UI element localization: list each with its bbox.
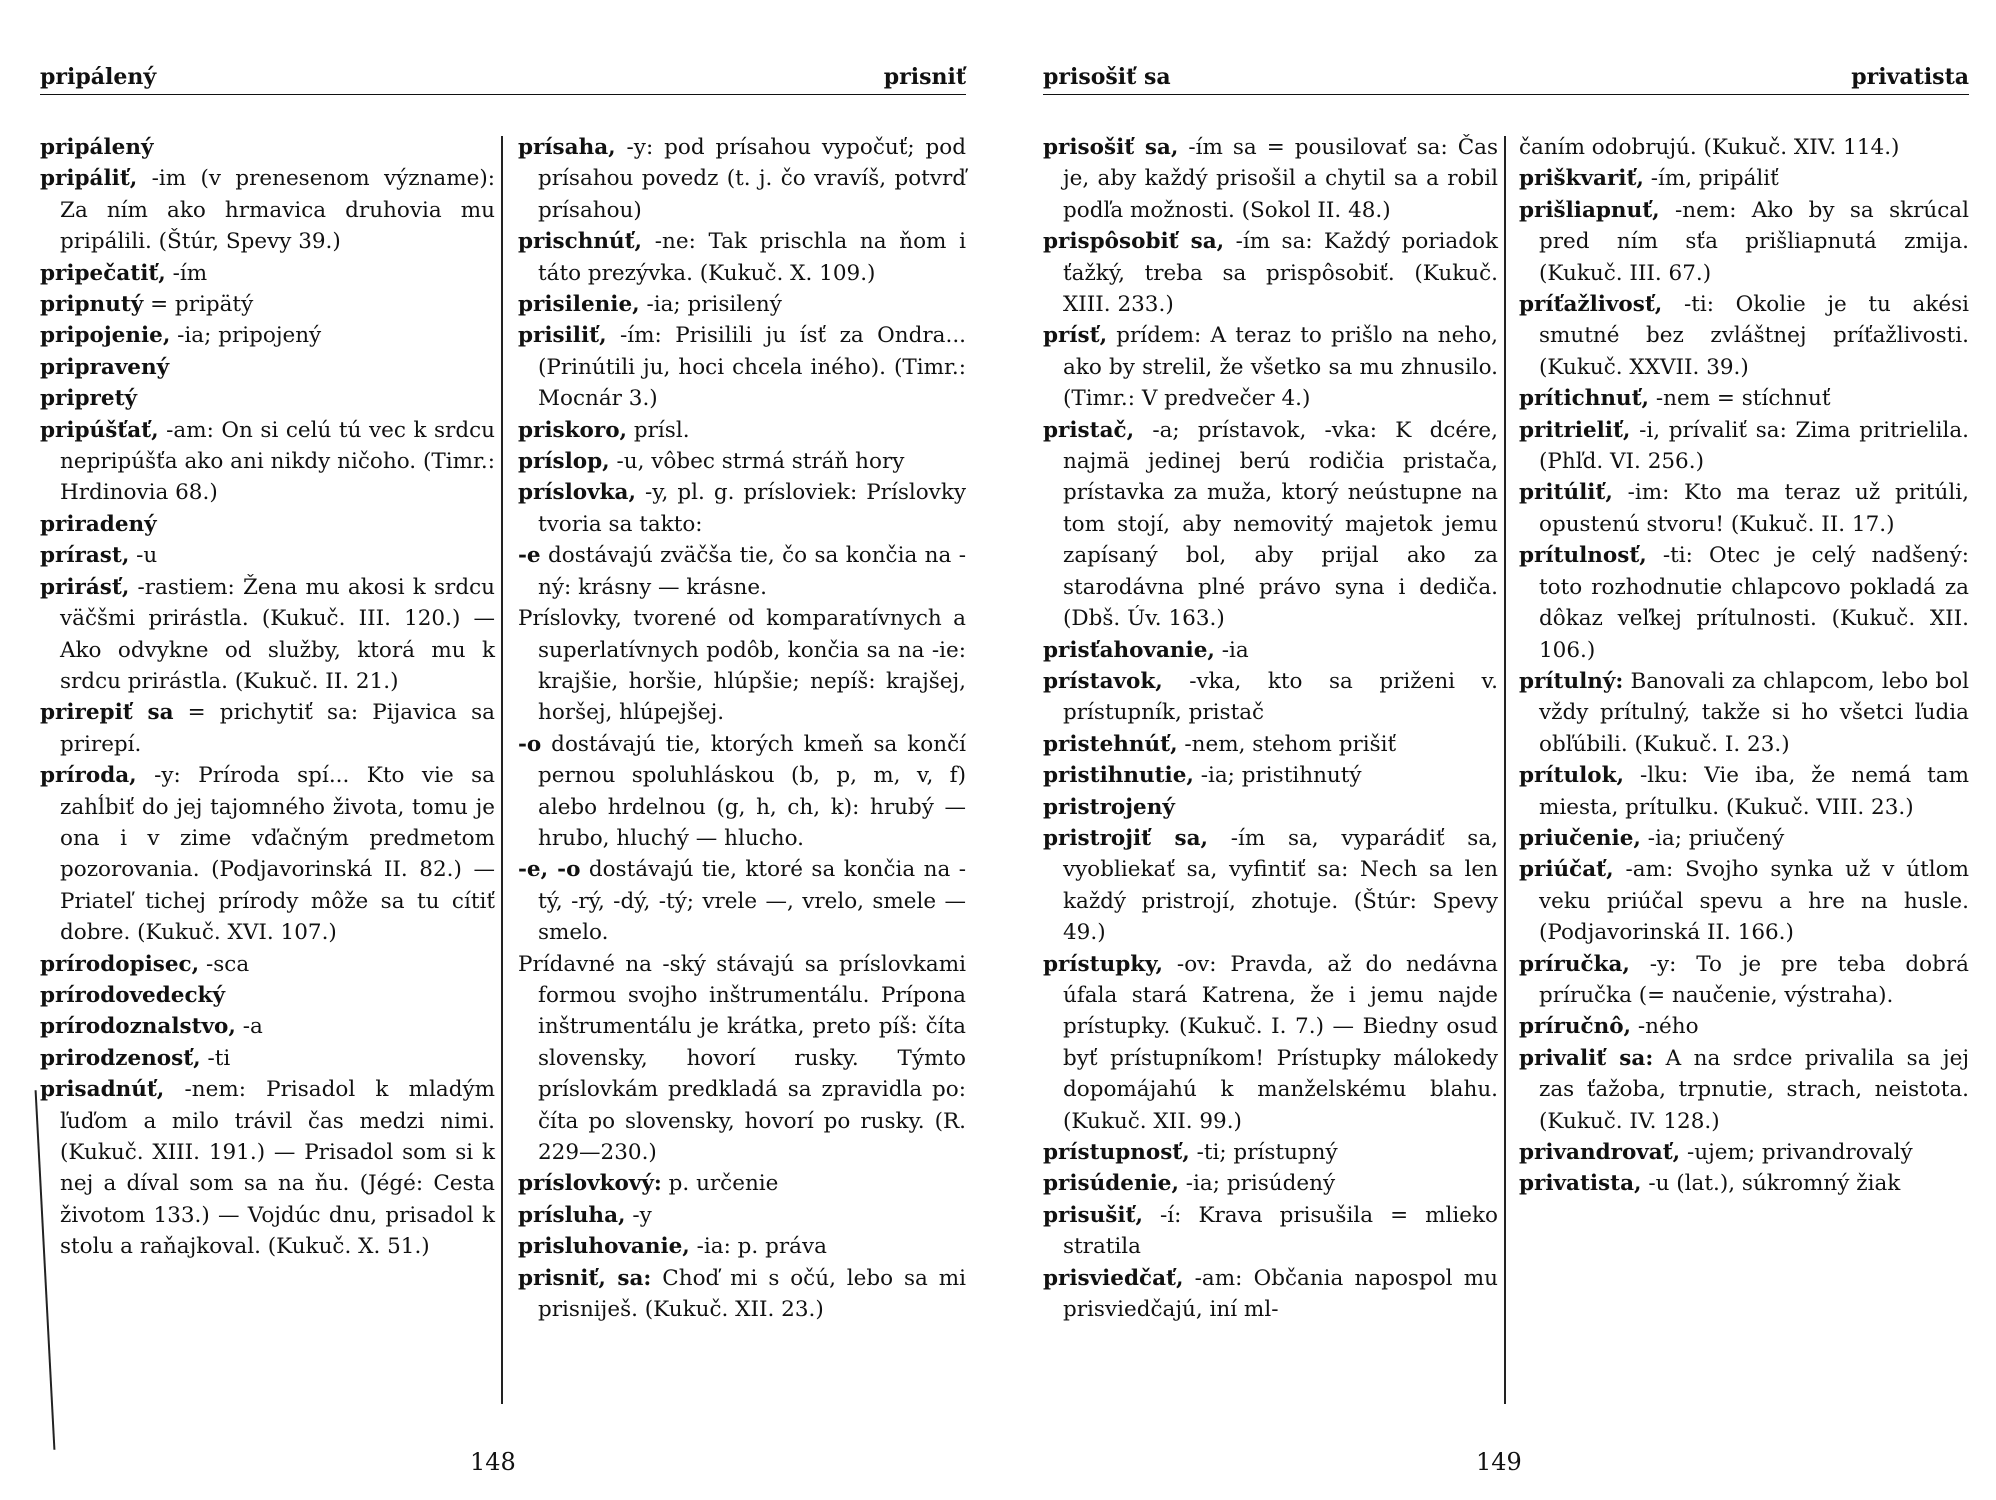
dictionary-entry [1519,195,1969,289]
dictionary-entry [518,132,966,226]
dictionary-entry [518,854,966,948]
entry-definition: -am: Občania napospol mu prisviedčajú, iní ml- [1063,1265,1498,1323]
entry-definition: -ov: Pravda, až do nedávna úfala stará Katrena, že i jemu najde prístupky. (Kukuč. I. 7.) — Biedny osud byť prístupníkom! Prístupky málokedy dopomájahú k manželskému blahu. (Kukuč. XII. 99.) [1063,951,1498,1134]
dictionary-entry [1043,132,1498,226]
entry-headword: prisniť, sa: [518,1265,652,1291]
entry-headword: pripojenie, [40,323,171,349]
column-divider [1504,136,1506,1404]
entry-headword: príslovka, [518,480,636,506]
entry-definition: -ia; pristihnutý [1193,763,1362,789]
entry-definition: -im (v prenesenom význame): Za ním ako hrmavica druhovia mu pripálili. (Štúr, Spevy 39.) [60,166,495,255]
entry-definition: -ti [200,1045,231,1071]
entry-headword: priškvariť, [1519,166,1644,192]
entry-definition: -ia; priučený [1640,825,1785,851]
entry-definition: -sca [199,951,250,977]
dictionary-entry [1043,635,1498,666]
dictionary-entry [40,289,495,320]
dictionary-entry [518,729,966,855]
dictionary-entry [518,1231,966,1262]
dictionary-entry [518,226,966,289]
dictionary-entry [1043,226,1498,320]
dictionary-entry [40,980,495,1011]
entry-headword: priučenie, [1519,825,1641,851]
dictionary-entry [1519,540,1969,666]
entry-headword: pripálený [40,135,154,160]
entry-headword: prirepiť sa [40,700,174,726]
entry-definition: Choď mi s očú, lebo sa mi prisniješ. (Kukuč. XII. 23.) [538,1265,967,1323]
entry-headword: prírodoznalstvo, [40,1014,236,1040]
dictionary-entry [40,320,495,351]
entry-headword: prisiliť, [518,323,607,349]
entry-headword: príťažlivosť, [1519,292,1663,318]
entry-definition: -y [625,1202,652,1228]
entry-definition: prísl. [627,417,690,443]
dictionary-entry [518,1200,966,1231]
dictionary-entry [40,1043,495,1074]
entry-headword: prítulný: [1519,668,1624,694]
entry-definition: -rastiem: Žena mu akosi k srdcu väčšmi prirástla. (Kukuč. III. 120.) — Ako odvykne od služby, ktorá mu k srdcu prirástla. (Kukuč. II. 21.) [60,574,495,694]
entry-definition: A na srdce privalila sa jej zas ťažoba, trpnutie, strach, neistota. (Kukuč. IV. 128.) [1539,1045,1969,1134]
dictionary-entry [40,540,495,571]
dictionary-entry [1519,760,1969,823]
entry-definition: -a [235,1014,263,1040]
entry-definition: -ia; pripojený [170,323,322,349]
entry-definition: -y, pl. g. prísloviek: Príslovky tvoria sa takto: [538,480,966,537]
entry-definition: Prídavné na -ský stávajú sa príslovkami formou svojho inštrumentálu. Prípona inštrumentálu je krátka, preto píš: číta slovensky, hovorí rusky. Týmto príslovkám predkladá sa zpravidla po: číta po slovensky, hovorí po rusky. (R. 229—230.) [518,951,966,1165]
entry-headword: prisilenie, [518,292,640,318]
dictionary-entry [1043,760,1498,791]
dictionary-entry [1043,729,1498,760]
entry-headword: pripúšťať, [40,417,159,443]
entry-headword: prírodopisec, [40,951,200,977]
entry-definition: -ti: Otec je celý nadšený: toto rozhodnutie chlapcovo pokladá za dôkaz veľkej prítulnosti. (Kukuč. XII. 106.) [1539,543,1969,663]
entry-headword: príroda, [40,763,137,789]
entry-headword: pristrojiť sa, [1043,825,1208,851]
dictionary-entry [1043,949,1498,1137]
entry-headword: priradený [40,511,157,537]
dictionary-entry [518,1168,966,1199]
entry-headword: pripečatiť, [40,260,166,286]
entry-headword: pripretý [40,386,137,412]
dictionary-entry [518,320,966,414]
entry-headword: prisúdenie, [1043,1171,1179,1197]
header-last-word: privatista [1851,64,1969,90]
entry-headword: prisluhovanie, [518,1234,690,1260]
running-header [40,62,966,95]
entry-headword: prisušiť, [1043,1202,1143,1228]
entry-headword: privaliť sa: [1519,1045,1654,1071]
entries-column-2 [1519,132,1969,1200]
entry-definition: Príslovky, tvorené od komparatívnych a superlatívnych podôb, končia sa na -ie: krajšie, horšie, hlúpšie; nepíš: krajšej, horšej, hlúpejšej. [518,606,966,726]
dictionary-entry [1043,1168,1498,1199]
dictionary-entry [518,949,966,1169]
entry-headword: prítichnuť, [1519,386,1650,412]
entry-headword: prísaha, [518,135,616,160]
entry-headword: pristrojený [1043,794,1175,820]
entry-definition: -ím sa = pousilovať sa: Čas je, aby každý prisošil a chytil sa a robil podľa možnosti. (Sokol II. 48.) [1063,135,1498,223]
header-first-word: pripálený [40,64,157,90]
dictionary-entry [40,258,495,289]
right-page [998,0,1996,1500]
entry-definition: -u [129,543,158,569]
dictionary-entry [40,1011,495,1042]
column-divider [501,136,503,1404]
entry-headword: priúčať, [1519,857,1614,883]
dictionary-entry [40,415,495,509]
dictionary-entry [518,1263,966,1326]
entry-definition: -lku: Vie iba, že nemá tam miesta, prítulku. (Kukuč. VIII. 23.) [1539,763,1969,820]
entry-definition: -ti; prístupný [1189,1140,1338,1165]
entry-headword: priskoro, [518,417,628,443]
entry-definition: Banovali za chlapcom, lebo bol vždy prítulný, takže si ho všetci ľudia obľúbili. (Kukuč. I. 23.) [1539,668,1969,757]
dictionary-entry [1043,1263,1498,1326]
entry-headword: príslop, [518,449,610,475]
entry-definition: dostávajú tie, ktorých kmeň sa končí pernou spoluhláskou (b, p, m, v, f) alebo hrdelnou (g, h, ch, k): hrubý — hrubo, hluchý — hlucho. [538,731,966,851]
dictionary-entry [1519,163,1969,194]
entry-headword: prítulnosť, [1519,543,1647,569]
entries-column-2 [518,132,966,1325]
entry-definition: -am: Svojho synka už v útlom veku priúčal spevu a hre na husle. (Podjavorinská II. 166.) [1539,857,1969,946]
header-last-word: prisniť [883,64,966,90]
entry-headword: -e [518,543,541,569]
entry-headword: prirásť, [40,574,130,600]
dictionary-entry [518,289,966,320]
entries-column-1 [40,132,495,1263]
dictionary-entry [1519,1137,1969,1168]
entry-definition: -i, prívaliť sa: Zima pritrielila. (Phľd. VI. 256.) [1539,417,1969,475]
entry-definition: p. určenie [661,1171,779,1197]
dictionary-entry [518,603,966,729]
entry-definition: -ujem; privandrovalý [1680,1140,1913,1165]
entry-headword: prischnúť, [518,229,643,255]
dictionary-entry [40,572,495,698]
dictionary-entry [40,760,495,948]
entry-definition: -am: On si celú tú vec k srdcu nepripúšťa ako ani nikdy ničoho. (Timr.: Hrdinovia 68.) [60,417,495,506]
dictionary-entry [1519,289,1969,383]
dictionary-entry [1519,1011,1969,1042]
dictionary-entry [518,446,966,477]
running-header [1043,62,1969,95]
entry-definition: -ím sa, vyparádiť sa, vyobliekať sa, vyfintiť sa: Nech sa len každý pristrojí, zhotuje. (Štúr: Spevy 49.) [1063,825,1498,946]
entry-headword: pritrieliť, [1519,417,1631,443]
entry-headword: prisťahovanie, [1043,637,1215,663]
dictionary-entry [1519,132,1969,163]
dictionary-entry [1519,949,1969,1012]
entry-headword: prírodovedecký [40,982,225,1008]
entry-definition: -y: Príroda spí... Kto vie sa zahĺbiť do jej tajomného života, tomu je ona i v zime vďačným predmetom pozorovania. (Podjavorinská II. 82.) — Priateľ tichej prírody môže sa tu cítiť dobre. (Kukuč. XVI. 107.) [60,763,495,946]
dictionary-entry [40,163,495,257]
dictionary-entry [1519,666,1969,760]
entry-headword: prisošiť sa, [1043,135,1179,160]
entry-definition: = pripätý [143,292,254,318]
dictionary-entry [1519,383,1969,414]
entry-headword: pripnutý [40,292,144,318]
entry-definition: -u, vôbec strmá stráň hory [609,449,905,475]
dictionary-entry [40,949,495,980]
entry-definition: -ím [165,260,208,286]
entry-definition: -y: To je pre teba dobrá príručka (= naučenie, výstraha). [1539,951,1969,1008]
entry-headword: prišliapnuť, [1519,197,1660,223]
page-number: 148 [470,1448,516,1476]
dictionary-entry [518,540,966,603]
entry-definition: -nem: Ako by sa skrúcal pred ním sťa prišliapnutá zmija. (Kukuč. III. 67.) [1539,197,1969,286]
entry-definition: -y: pod prísahou vypočuť; pod prísahou povedz (t. j. čo vravíš, potvrď prísahou) [538,135,966,223]
dictionary-entry [40,132,495,163]
entry-headword: prisviedčať, [1043,1265,1184,1291]
entry-headword: príručka, [1519,951,1630,977]
entry-headword: pristač, [1043,417,1135,443]
entry-headword: prístupky, [1043,951,1164,977]
entry-definition: = prichytiť sa: Pijavica sa prirepí. [60,700,495,757]
dictionary-entry [518,477,966,540]
entry-definition: -u (lat.), súkromný žiak [1641,1171,1901,1197]
dictionary-entry [40,1074,495,1262]
dictionary-entry [1043,415,1498,635]
entry-headword: pristehnúť, [1043,731,1178,757]
entry-definition: -ím, pripáliť [1643,166,1779,192]
dictionary-entry [1043,1200,1498,1263]
entry-headword: pripravený [40,354,170,380]
dictionary-entry [1519,415,1969,478]
entry-headword: -o [518,731,542,757]
entry-headword: pripáliť, [40,166,138,192]
entry-definition: -nem: Prisadol k mladým ľuďom a milo trávil čas medzi nimi. (Kukuč. XIII. 191.) — Prisadol som si k nej a díval som sa na ňu. (Jégé: Cesta životom 133.) — Vojdúc dnu, prisadol k stolu a raňajkoval. (Kukuč. X. 51.) [60,1077,495,1260]
entry-headword: pristihnutie, [1043,763,1194,789]
dictionary-entry [1519,477,1969,540]
entry-headword: -e, -o [518,857,581,883]
entry-definition: -ti: Okolie je tu akési smutné bez zvláštnej príťažlivosti. (Kukuč. XXVII. 39.) [1539,292,1969,380]
entry-definition: -ne: Tak prischla na ňom i táto prezývka. (Kukuč. X. 109.) [538,229,966,286]
dictionary-entry [518,415,966,446]
dictionary-entry [1043,1137,1498,1168]
entry-headword: prísť, [1043,323,1108,349]
dictionary-entry [1043,320,1498,414]
entries-column-1 [1043,132,1498,1325]
dictionary-entry [40,697,495,760]
entry-definition: -nem, stehom prišiť [1177,731,1397,757]
entry-headword: príslovkový: [518,1171,662,1197]
entry-headword: prisadnúť, [40,1077,165,1103]
entry-headword: prirodzenosť, [40,1045,201,1071]
entry-definition: -í: Krava prisušila = mlieko stratila [1063,1202,1498,1260]
entry-headword: prírast, [40,543,130,569]
entry-definition: -a; prístavok, -vka: K dcére, najmä jedinej berú rodičia pristača, prístavka za muža, ktorý neústupne na tom stojí, aby nemovitý majetok jemu zapísaný bol, aby prijal ako za starodávna plné právo syna i dediča. (Dbš. Úv. 163.) [1063,417,1498,632]
entry-headword: prístupnosť, [1043,1140,1190,1165]
entry-headword: prispôsobiť sa, [1043,229,1225,255]
entry-definition: -ím: Prisilili ju ísť za Ondra... (Prinútili ju, hoci chcela iného). (Timr.: Mocnár 3.) [538,323,966,412]
entry-definition: -ia: p. práva [689,1234,827,1260]
entry-headword: príručnô, [1519,1014,1632,1040]
dictionary-entry [1043,823,1498,949]
entry-headword: privatista, [1519,1171,1642,1197]
entry-definition: dostávajú zväčša tie, čo sa končia na -ný: krásny — krásne. [538,543,966,600]
entry-definition: -nem = stíchnuť [1649,386,1831,412]
entry-definition: prídem: A teraz to prišlo na neho, ako by strelil, že všetko sa mu zhnusilo. (Timr.: V predvečer 4.) [1063,323,1498,412]
dictionary-entry [40,352,495,383]
dictionary-entry [1519,1168,1969,1199]
page-number: 149 [1476,1448,1522,1476]
entry-definition: -ného [1631,1014,1699,1040]
entry-headword: pritúliť, [1519,480,1613,506]
entry-definition: čaním odobrujú. (Kukuč. XIV. 114.) [1519,135,1900,160]
dictionary-entry [1043,792,1498,823]
dictionary-entry [1043,666,1498,729]
entry-definition: -ia; prisúdený [1178,1171,1336,1197]
entry-headword: privandrovať, [1519,1140,1681,1165]
entry-headword: prísluha, [518,1202,626,1228]
entry-definition: -ia; prisilený [639,292,782,318]
entry-headword: prítulok, [1519,763,1624,789]
dictionary-entry [40,383,495,414]
entry-definition: -im: Kto ma teraz už pritúli, opustenú stvoru! (Kukuč. II. 17.) [1539,480,1969,537]
dictionary-entry [40,509,495,540]
header-first-word: prisošiť sa [1043,64,1171,90]
dictionary-entry [1519,1043,1969,1137]
dictionary-entry [1519,823,1969,854]
entry-definition: dostávajú tie, ktoré sa končia na -tý, -rý, -dý, -tý; vrele —, vrelo, smele — smelo. [538,857,966,946]
entry-definition: -vka, kto sa priženi v. prístupník, pristač [1063,668,1498,726]
entry-definition: -ím sa: Každý poriadok ťažký, treba sa prispôsobiť. (Kukuč. XIII. 233.) [1063,229,1498,318]
entry-definition: -ia [1214,637,1249,663]
entry-headword: prístavok, [1043,668,1163,694]
dictionary-entry [1519,854,1969,948]
